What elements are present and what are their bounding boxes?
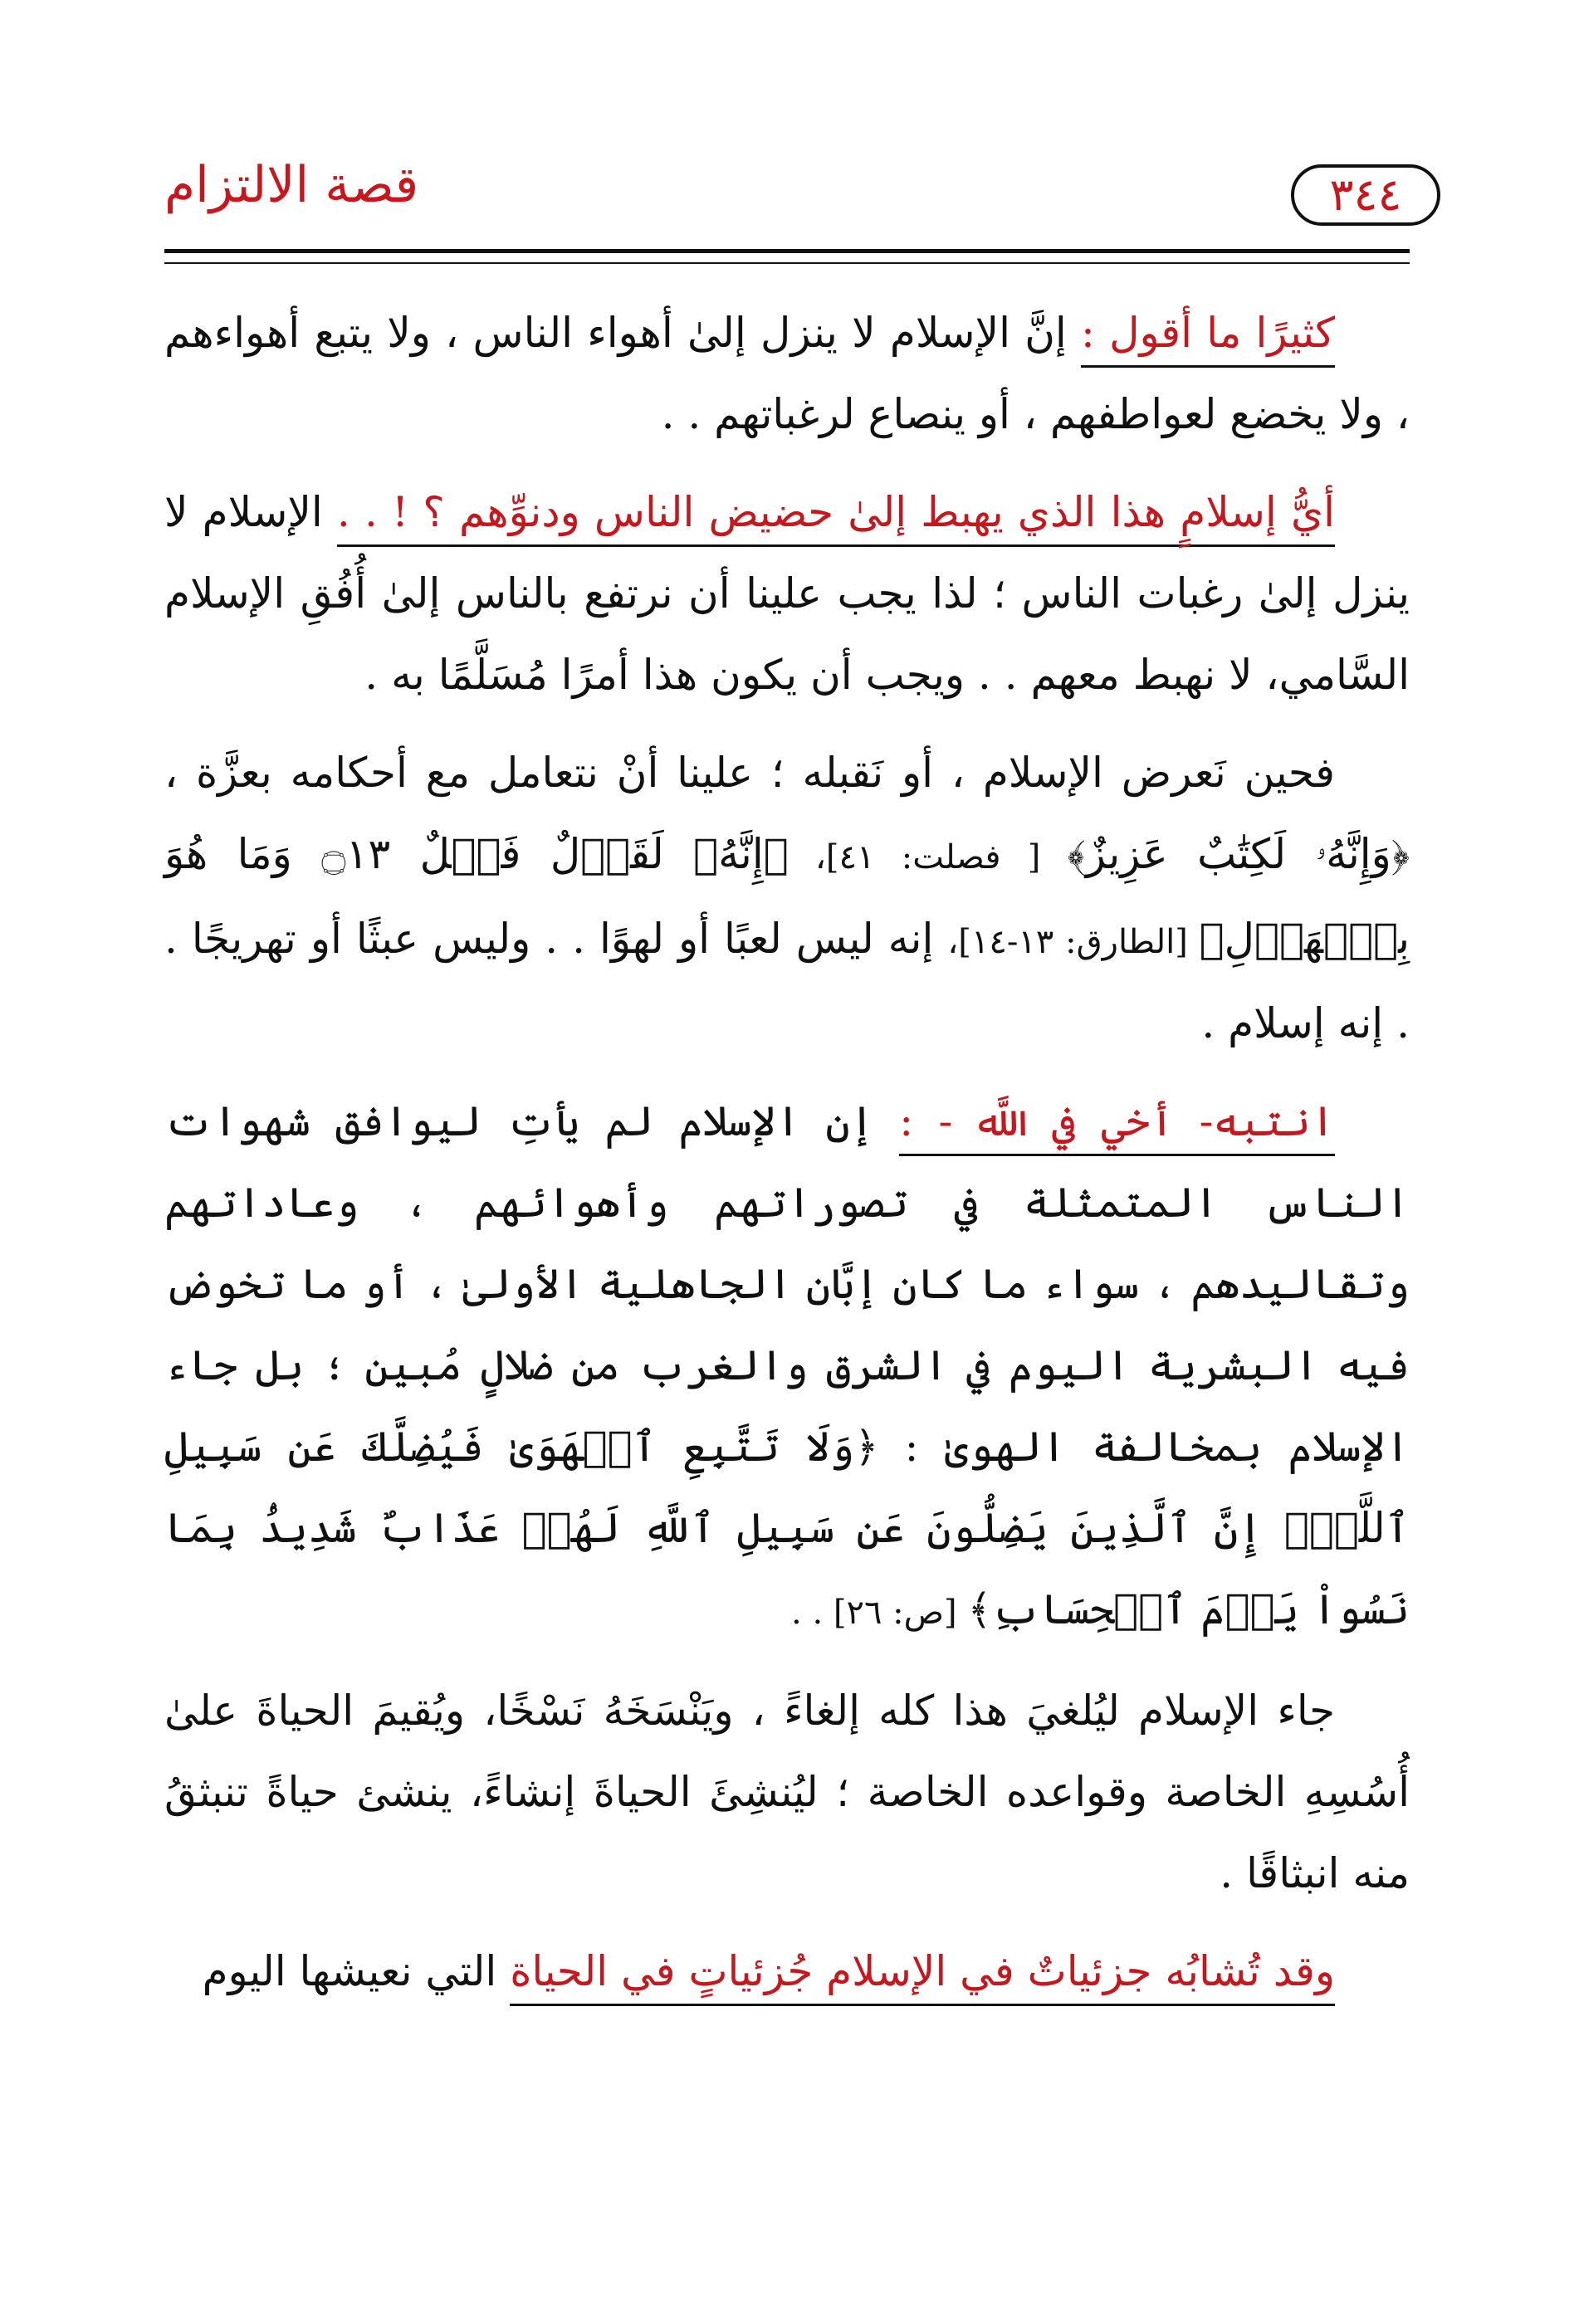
quran-verse: ﴿إِنَّهُۥ لَقَوۡلٌ فَصۡلٌ ۝١٣ وَمَا هُوَ بِٱلۡهَزۡلِ﴾: [164, 830, 1410, 963]
quran-verse: ﴿وَلَا تَتَّبِعِ ٱلۡهَوَىٰ فَيُضِلَّكَ عَن سَبِيلِ ٱللَّهِۚ إِنَّ ٱلَّذِينَ يَضِلُّونَ عَن سَبِيلِ ٱللَّهِ لَهُمۡ عَذَابٌ شَدِيدُۢ بِمَا نَسُواْ يَوۡمَ ٱلۡحِسَابِ﴾: [164, 1423, 1410, 1633]
book-title: قصة الالتزام: [164, 156, 419, 214]
body-text: [164, 292, 1410, 2029]
paragraph-2: [164, 471, 1410, 715]
header-rule-thin: [164, 262, 1410, 264]
verse-reference: [ فصلت: ٤١]،: [788, 838, 1068, 876]
paragraph-text: التي نعيشها اليوم: [202, 1947, 511, 1995]
paragraph-text: إنَّ الإسلام لا ينزل إلىٰ أهواء الناس ، ولا يتبع أهواءهم ، ولا يخضع لعواطفهم ، أو ينصاع لرغباتهم . .: [164, 309, 1410, 438]
verse-reference: [ص: ٢٦] . .: [791, 1594, 968, 1632]
paragraph-1: [164, 292, 1410, 455]
paragraph-text: جاء الإسلام ليُلغيَ هذا كله إلغاءً ، ويَنْسَخَهُ نَسْخًا، ويُقيمَ الحياةَ علىٰ أُسُسِهِ الخاصة وقواعده الخاصة ؛ ليُنشِئَ الحياةَ إنشاءً، ينشئ حياةً تنبثقُ منه انبثاقًا .: [164, 1687, 1410, 1897]
header-rule-thick: [164, 249, 1410, 253]
page-number: ٣٤٤: [1329, 168, 1402, 221]
paragraph-5: [164, 1670, 1410, 1914]
quran-verse: ﴿وَإِنَّهُۥ لَكِتَٰبٌ عَزِيزٌ﴾: [1067, 830, 1410, 878]
highlight-lead: انتبه- أخي في اللَّه - :: [899, 1097, 1335, 1156]
highlight-lead: أيُّ إسلامٍ هذا الذي يهبط إلىٰ حضيض الناس ودنوِّهم ؟ ! . .: [337, 488, 1335, 547]
page-header: [0, 0, 1579, 274]
paragraph-text: إنه ليس لعبًا أو لهوًا . . وليس عبثًا أو تهريجًا . . إنه إسلام .: [164, 915, 1410, 1047]
highlight-lead: كثيرًا ما أقول :: [1081, 309, 1335, 368]
paragraph-text: الإسلام لا ينزل إلىٰ رغبات الناس ؛ لذا يجب علينا أن نرتفع بالناس إلىٰ أُفُقِ الإسلام السَّامي، لا نهبط معهم . . ويجب أن يكون هذا أمرًا مُسَلَّمًا به .: [164, 488, 1410, 699]
highlight-lead: وقد تُشابُه جزئياتٌ في الإسلام جُزئياتٍ في الحياة: [510, 1947, 1335, 2006]
paragraph-4: [164, 1081, 1410, 1653]
paragraph-text: فحين نَعرض الإسلام ، أو نَقبله ؛ علينا أنْ نتعامل مع أحكامه بعزَّة ،: [164, 749, 1335, 797]
paragraph-6: [164, 1931, 1410, 2012]
paragraph-3: [164, 732, 1410, 1064]
verse-reference: [الطارق: ١٣-١٤]،: [947, 923, 1200, 961]
paragraph-text: إن الإسلام لم يأتِ ليوافق شهوات الناس المتمثلة في تصوراتهم وأهوائهم ، وعاداتهم وتقاليدهم ، سواء ما كان إبَّان الجاهلية الأولىٰ ، أو ما تخوض فيه البشرية اليوم في الشرق والغرب من ضلالٍ مُبين ؛ بل جاء الإسلام بمخالفة الهوىٰ :: [164, 1097, 1410, 1471]
page-number-oval: [1291, 164, 1440, 226]
